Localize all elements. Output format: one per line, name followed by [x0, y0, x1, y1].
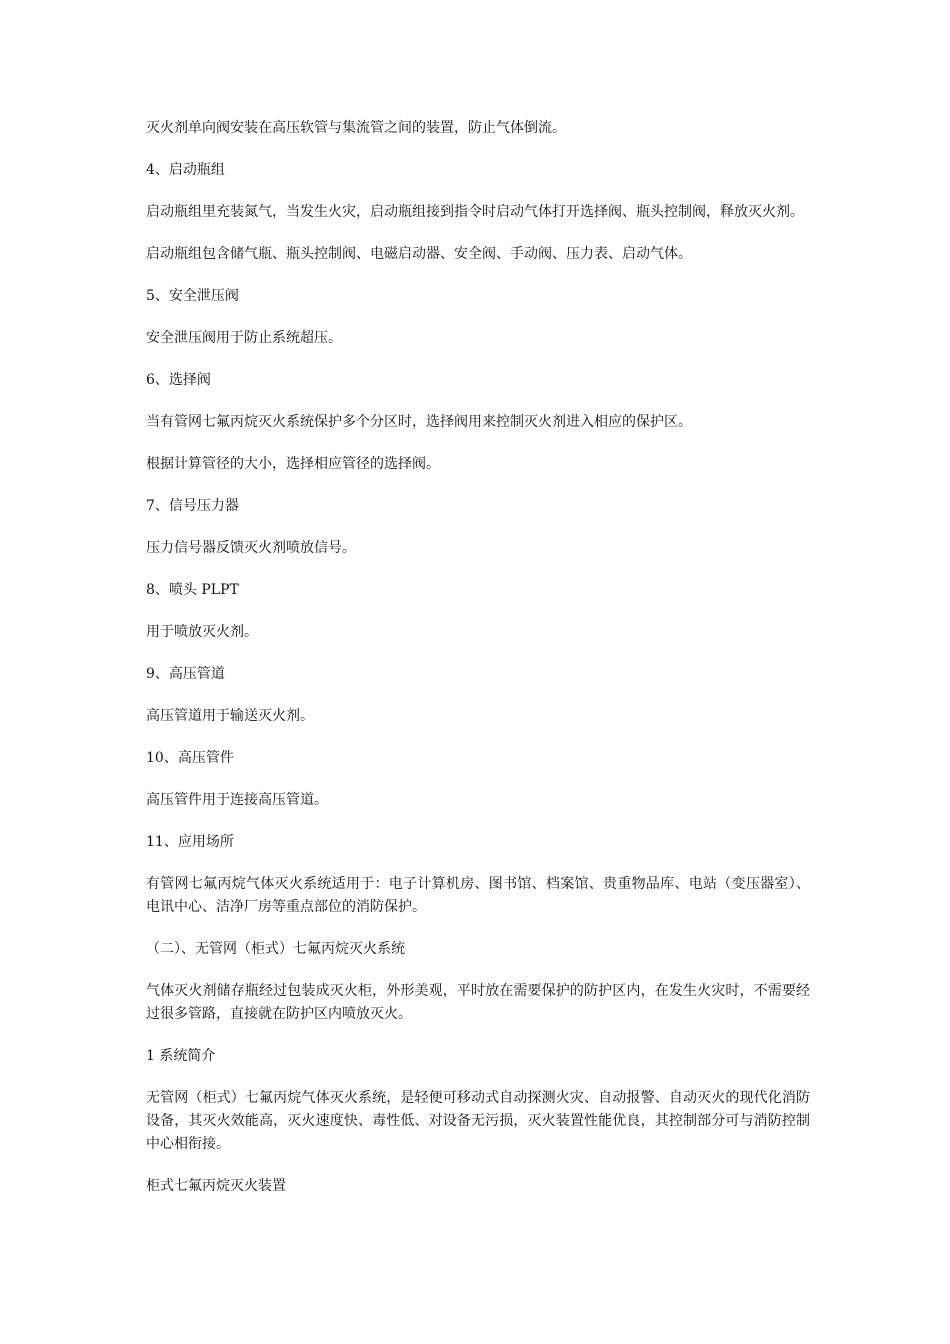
- heading-selector-valve: 6、选择阀: [146, 372, 211, 388]
- heading-nozzle: 8、喷头 PLPT: [146, 582, 239, 598]
- paragraph-selector-valve-sizing: 根据计算管径的大小，选择相应管径的选择阀。: [146, 456, 440, 472]
- paragraph-system-intro: 无管网（柜式）七氟丙烷气体灭火系统，是轻便可移动式自动探测火灾、自动报警、自动灭火的现代化消防设备，其灭火效能高，灭火速度快、毒性低、对设备无污损，灭火装置性能优良，其控制部分可与消防控制中心相衔接。: [146, 1090, 810, 1152]
- paragraph-start-cylinder-function: 启动瓶组里充装氮气，当发生火灾，启动瓶组接到指令时启动气体打开选择阀、瓶头控制阀，释放灭火剂。: [146, 204, 804, 220]
- heading-safety-relief-valve: 5、安全泄压阀: [146, 288, 239, 304]
- heading-signal-pressure-device: 7、信号压力器: [146, 498, 239, 514]
- paragraph-high-pressure-fittings: 高压管件用于连接高压管道。: [146, 792, 328, 808]
- heading-cabinet-device: 柜式七氟丙烷灭火装置: [146, 1178, 286, 1194]
- heading-cabinet-system: （二）、无管网（柜式）七氟丙烷灭火系统: [146, 941, 405, 957]
- paragraph-high-pressure-pipe: 高压管道用于输送灭火剂。: [146, 708, 314, 724]
- paragraph-signal-pressure-device: 压力信号器反馈灭火剂喷放信号。: [146, 540, 356, 556]
- heading-applications: 11、应用场所: [146, 834, 234, 850]
- paragraph-safety-relief-valve: 安全泄压阀用于防止系统超压。: [146, 330, 342, 346]
- heading-system-intro: 1 系统简介: [146, 1048, 216, 1064]
- heading-high-pressure-pipe: 9、高压管道: [146, 666, 225, 682]
- paragraph-applications: 有管网七氟丙烷气体灭火系统适用于：电子计算机房、图书馆、档案馆、贵重物品库、电站（变压器室）、电讯中心、洁净厂房等重点部位的消防保护。: [146, 876, 810, 915]
- paragraph-check-valve: 灭火剂单向阀安装在高压软管与集流管之间的装置，防止气体倒流。: [146, 120, 566, 136]
- document-body: [146, 117, 810, 1217]
- paragraph-start-cylinder-components: 启动瓶组包含储气瓶、瓶头控制阀、电磁启动器、安全阀、手动阀、压力表、启动气体。: [146, 246, 692, 262]
- heading-high-pressure-fittings: 10、高压管件: [146, 750, 234, 766]
- paragraph-selector-valve-function: 当有管网七氟丙烷灭火系统保护多个分区时，选择阀用来控制灭火剂进入相应的保护区。: [146, 414, 692, 430]
- paragraph-cabinet-system: 气体灭火剂储存瓶经过包装成灭火柜，外形美观，平时放在需要保护的防护区内，在发生火灾时，不需要经过很多管路，直接就在防护区内喷放灭火。: [146, 983, 810, 1022]
- paragraph-nozzle: 用于喷放灭火剂。: [146, 624, 258, 640]
- heading-start-cylinder-group: 4、启动瓶组: [146, 162, 225, 178]
